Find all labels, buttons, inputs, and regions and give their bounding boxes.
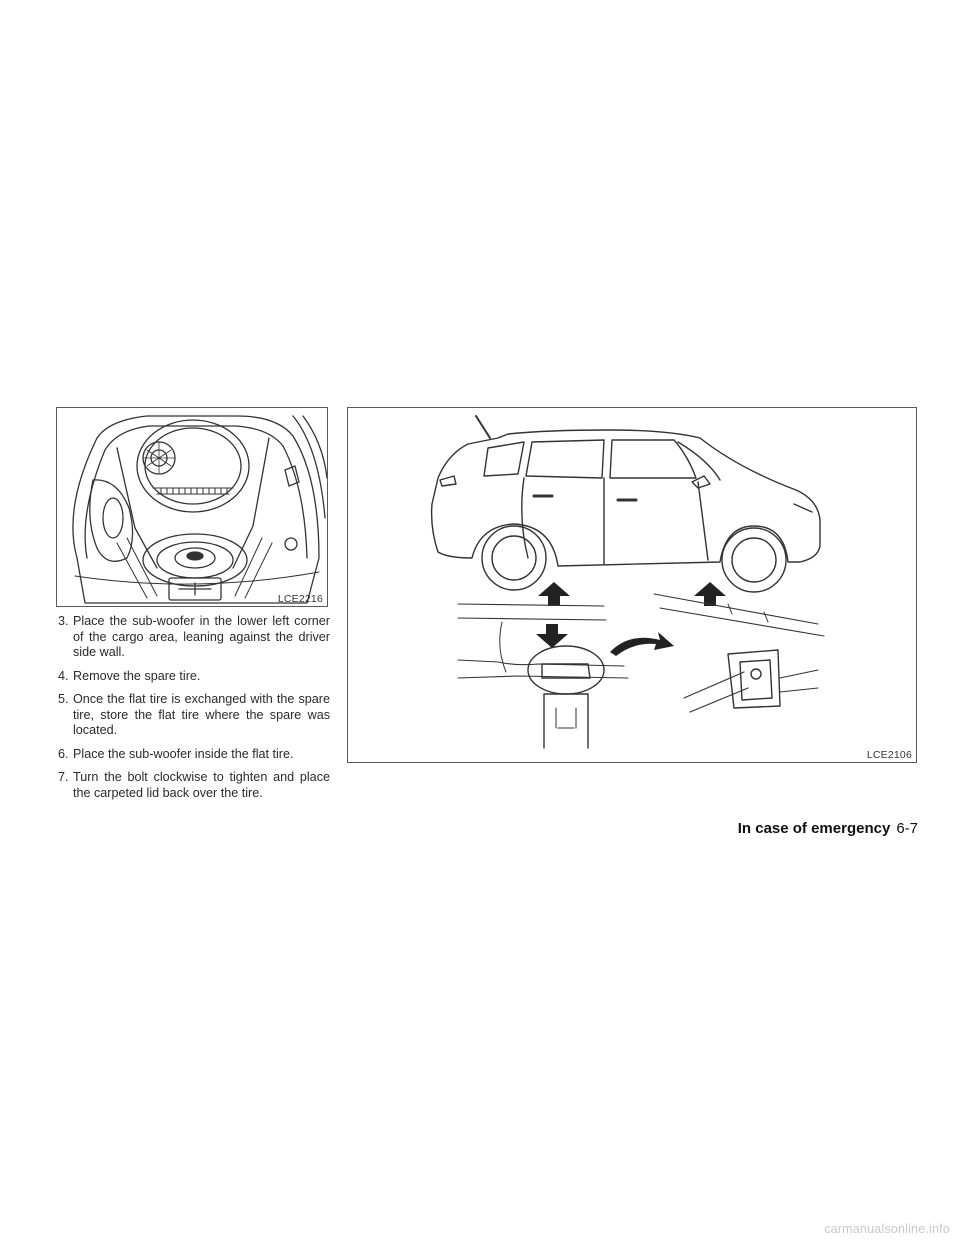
step-number: 6.	[58, 746, 69, 761]
step-7	[58, 770, 330, 801]
figure-code: LCE2216	[277, 593, 323, 605]
step-text: Place the sub-woofer in the lower left corner of the cargo area, leaning against the driver side wall.	[73, 614, 330, 659]
step-6	[58, 747, 330, 763]
step-text: Once the flat tire is exchanged with the spare tire, store the flat tire where the spare was located.	[73, 692, 330, 737]
figure-code: LCE2106	[866, 749, 912, 761]
step-text: Turn the bolt clockwise to tighten and place the carpeted lid back over the tire.	[73, 770, 330, 800]
step-text: Remove the spare tire.	[73, 668, 201, 683]
step-3	[58, 614, 330, 661]
step-number: 3.	[58, 614, 69, 628]
watermark: carmanualsonline.info	[824, 1222, 950, 1236]
jack-point-figure	[347, 407, 917, 763]
step-number: 5.	[58, 692, 69, 706]
section-title: In case of emergency	[737, 820, 891, 837]
cargo-area-illustration	[57, 408, 327, 606]
vehicle-jack-points-illustration	[348, 408, 916, 762]
step-5	[58, 692, 330, 739]
step-number: 4.	[58, 668, 69, 683]
step-number: 7.	[58, 770, 69, 784]
instruction-steps	[58, 614, 330, 809]
cargo-area-figure	[56, 407, 328, 607]
step-4	[58, 669, 330, 685]
page-footer	[0, 820, 918, 837]
step-text: Place the sub-woofer inside the flat tire.	[73, 746, 294, 761]
page-number: 6-7	[896, 820, 918, 837]
